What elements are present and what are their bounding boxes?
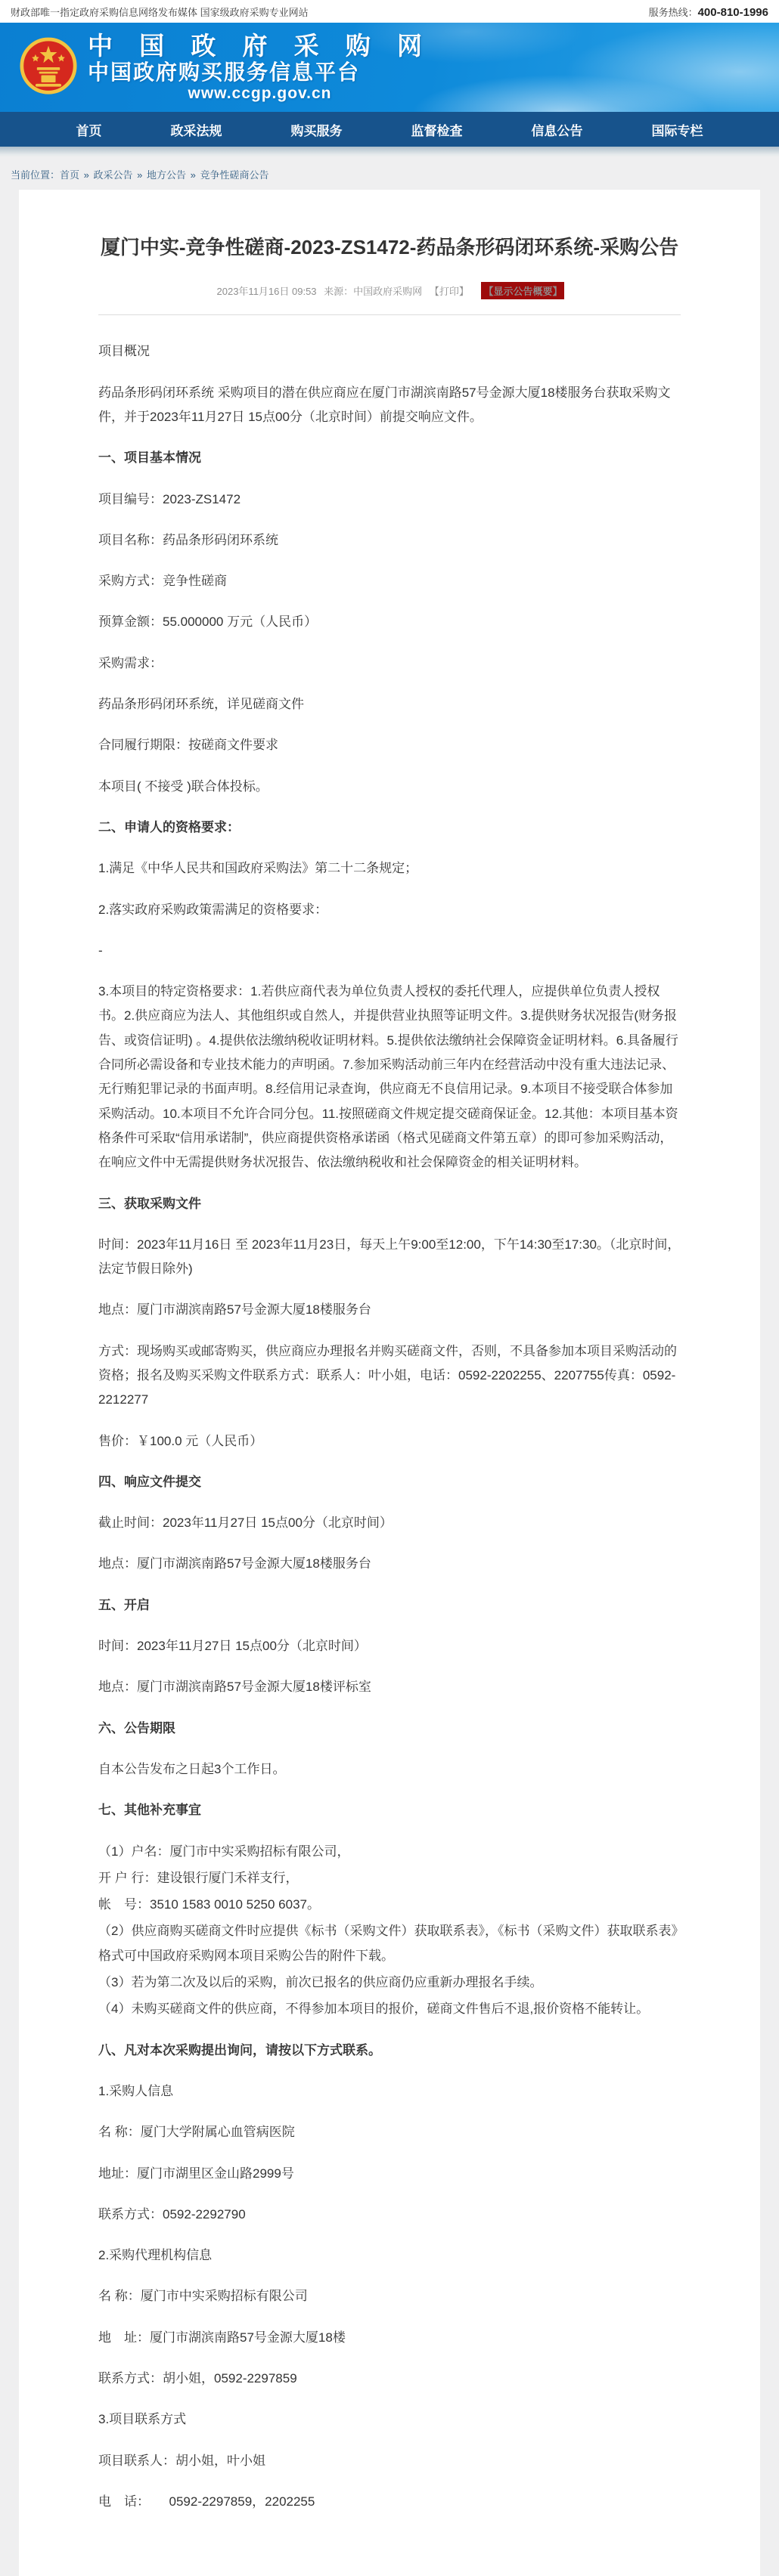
breadcrumb-trail [60, 169, 268, 181]
breadcrumb [0, 157, 779, 190]
paragraph: （1）户名：厦门市中实采购招标有限公司， [98, 1844, 350, 1859]
breadcrumb-separator: » [134, 169, 145, 181]
paragraph: 地点：厦门市湖滨南路57号金源大厦18楼服务台 [98, 1302, 371, 1317]
paragraph: 自本公告发布之日起3个工作日。 [98, 1761, 286, 1776]
article-source: 来源：中国政府采购网 [324, 286, 423, 298]
paragraph: 地址：厦门市湖里区金山路2999号 [98, 2166, 294, 2181]
site-banner [0, 23, 779, 112]
banner-inner [0, 23, 779, 112]
section-heading: 三、获取采购文件 [98, 1196, 201, 1211]
nav-item-5[interactable]: 信息公告 [531, 123, 583, 138]
paragraph: 1.采购人信息 [98, 2083, 174, 2098]
paragraph: 药品条形码闭环系统，详见磋商文件 [98, 697, 304, 712]
paragraph: 项目联系人：胡小姐，叶小姐 [98, 2453, 265, 2468]
section-heading: 一、项目基本情况 [98, 450, 201, 466]
paragraph: 联系方式：胡小姐，0592-2297859 [98, 2371, 297, 2386]
paragraph: 药品条形码闭环系统 采购项目的潜在供应商应在厦门市湖滨南路57号金源大厦18楼服务台获取采购文件，并于2023年11月27日 15点00分（北京时间）前提交响应文件。 [98, 385, 671, 424]
paragraph: 1.满足《中华人民共和国政府采购法》第二十二条规定； [98, 861, 418, 876]
paragraph: 合同履行期限：按磋商文件要求 [98, 738, 278, 753]
breadcrumb-label: 当前位置： [11, 169, 61, 181]
paragraph: 方式：现场购买或邮寄购买，供应商应办理报名并购买磋商文件，否则，不具备参加本项目采购活动的资格；报名及购买采购文件联系方式：联系人：叶小姐，电话：0592-2202255、2207755传真：0592-2212277 [98, 1343, 677, 1407]
site-url: www.ccgp.gov.cn [188, 84, 332, 102]
publish-datetime: 2023年11月16日 09:53 [216, 286, 317, 298]
paragraph: 地点：厦门市湖滨南路57号金源大厦18楼评标室 [98, 1680, 371, 1695]
breadcrumb-separator: » [81, 169, 92, 181]
paragraph: 帐 号：3510 1583 0010 5250 6037。 [98, 1897, 320, 1912]
paragraph: 售价：￥100.0 元（人民币） [98, 1433, 263, 1448]
breadcrumb-separator: » [188, 169, 199, 181]
paragraph: 时间：2023年11月16日 至 2023年11月23日，每天上午9:00至12:00，下午14:30至17:30。（北京时间，法定节假日除外) [98, 1237, 681, 1277]
breadcrumb-item-3[interactable]: 地方公告 [146, 169, 186, 181]
nav-item-2[interactable]: 政采法规 [170, 123, 222, 138]
paragraph: 3.项目联系方式 [98, 2412, 187, 2427]
nav-gradient-strip [0, 147, 779, 157]
paragraph: 开 户 行：建设银行厦门禾祥支行， [98, 1870, 299, 1885]
service-hotline [649, 5, 768, 19]
top-utility-bar [0, 0, 779, 23]
article-body [19, 315, 760, 2576]
paragraph: 采购方式：竞争性磋商 [98, 574, 227, 589]
paragraph: 项目编号：2023-ZS1472 [98, 491, 241, 506]
site-slogan: 财政部唯一指定政府采购信息网络发布媒体 国家级政府采购专业网站 [11, 6, 309, 18]
paragraph: 3.本项目的特定资格要求：1.若供应商代表为单位负责人授权的委托代理人，应提供单位负责人授权书。2.供应商应为法人、其他组织或自然人，并提供营业执照等证明文件。3.提供财务状况报告(财务报告、或资信证明) 。4.提供依法缴纳税收证明材料。5.提供依法缴纳社会保障资金证明材料。6.具备履行合同所必需设备和专业技术能力的声明函。7.参加采购活动前三年内在经营活动中没有重大违法记录、无行贿犯罪记录的书面声明。8.经信用记录查询，供应商无不良信用记录。9.本项目不接受联合体参加采购活动。10.本项目不允许合同分包。11.按照磋商文件规定提交磋商保证金。12.其他：本项目基本资格条件可采取“信用承诺制”，供应商提供资格承诺函（格式见磋商文件第五章）的即可参加采购活动，在响应文件中无需提供财务状况报告、依法缴纳税收和社会保障资金的相关证明材料。 [98, 984, 678, 1170]
hotline-label: 服务热线： [648, 6, 698, 18]
paragraph: - [98, 943, 103, 958]
paragraph: （3）若为第二次及以后的采购，前次已报名的供应商仍应重新办理报名手续。 [98, 1975, 543, 1990]
breadcrumb-item-1[interactable]: 首页 [60, 169, 80, 181]
paragraph: 地点：厦门市湖滨南路57号金源大厦18楼服务台 [98, 1556, 371, 1571]
breadcrumb-item-4: 竞争性磋商公告 [200, 169, 269, 181]
print-button[interactable]: 【打印】 [429, 286, 469, 298]
paragraph: 2.落实政府采购政策需满足的资格要求： [98, 902, 328, 917]
paragraph: （4）未购买磋商文件的供应商，不得参加本项目的报价，磋商文件售后不退,报价资格不能转让。 [98, 2002, 650, 2017]
content-card [19, 190, 760, 2576]
hotline-number: 400-810-1996 [697, 5, 768, 19]
site-subtitle: 中国政府购买服务信息平台 [88, 60, 361, 84]
paragraph: 名 称：厦门市中实采购招标有限公司 [98, 2289, 308, 2304]
paragraph: 预算金额：55.000000 万元（人民币） [98, 615, 318, 630]
paragraph: 项目名称：药品条形码闭环系统 [98, 532, 278, 547]
site-name: 中 国 政 府 采 购 网 [88, 31, 433, 60]
paragraph: 时间：2023年11月27日 15点00分（北京时间） [98, 1639, 367, 1654]
paragraph: （2）供应商购买磋商文件时应提供《标书（采购文件）获取联系表》，《标书（采购文件）获取联系表》格式可中国政府采购网本项目采购公告的附件下载。 [98, 1924, 678, 1963]
paragraph: 电 话： 0592-2297859，2202255 [98, 2494, 315, 2509]
paragraph: 截止时间：2023年11月27日 15点00分（北京时间） [98, 1516, 393, 1531]
breadcrumb-item-2[interactable]: 政采公告 [93, 169, 133, 181]
section-heading: 八、凡对本次采购提出询问，请按以下方式联系。 [98, 2042, 381, 2057]
nav-item-3[interactable]: 购买服务 [290, 123, 343, 138]
paragraph: 地 址：厦门市湖滨南路57号金源大厦18楼 [98, 2330, 346, 2345]
section-heading: 五、开启 [98, 1597, 150, 1612]
paragraph: 联系方式：0592-2292790 [98, 2206, 246, 2221]
national-emblem-icon [20, 36, 77, 99]
main-nav [0, 112, 779, 147]
show-summary-button[interactable]: 【显示公告概要】 [481, 282, 564, 299]
article-meta [19, 282, 760, 299]
paragraph: 项目概况 [98, 344, 150, 359]
section-heading: 七、其他补充事宜 [98, 1803, 201, 1818]
paragraph: 采购需求： [98, 655, 163, 670]
section-heading: 二、申请人的资格要求： [98, 819, 240, 834]
paragraph: 名 称：厦门大学附属心血管病医院 [98, 2125, 295, 2140]
section-heading: 六、公告期限 [98, 1720, 175, 1735]
nav-item-4[interactable]: 监督检查 [411, 123, 463, 138]
banner-text [88, 32, 432, 103]
page-title: 厦门中实-竞争性磋商-2023-ZS1472-药品条形码闭环系统-采购公告 [100, 236, 679, 259]
section-heading: 四、响应文件提交 [98, 1474, 201, 1489]
paragraph: 本项目( 不接受 )联合体投标。 [98, 779, 268, 794]
paragraph: 2.采购代理机构信息 [98, 2248, 213, 2263]
nav-item-1[interactable]: 首页 [76, 123, 102, 138]
nav-item-6[interactable]: 国际专栏 [651, 123, 703, 138]
